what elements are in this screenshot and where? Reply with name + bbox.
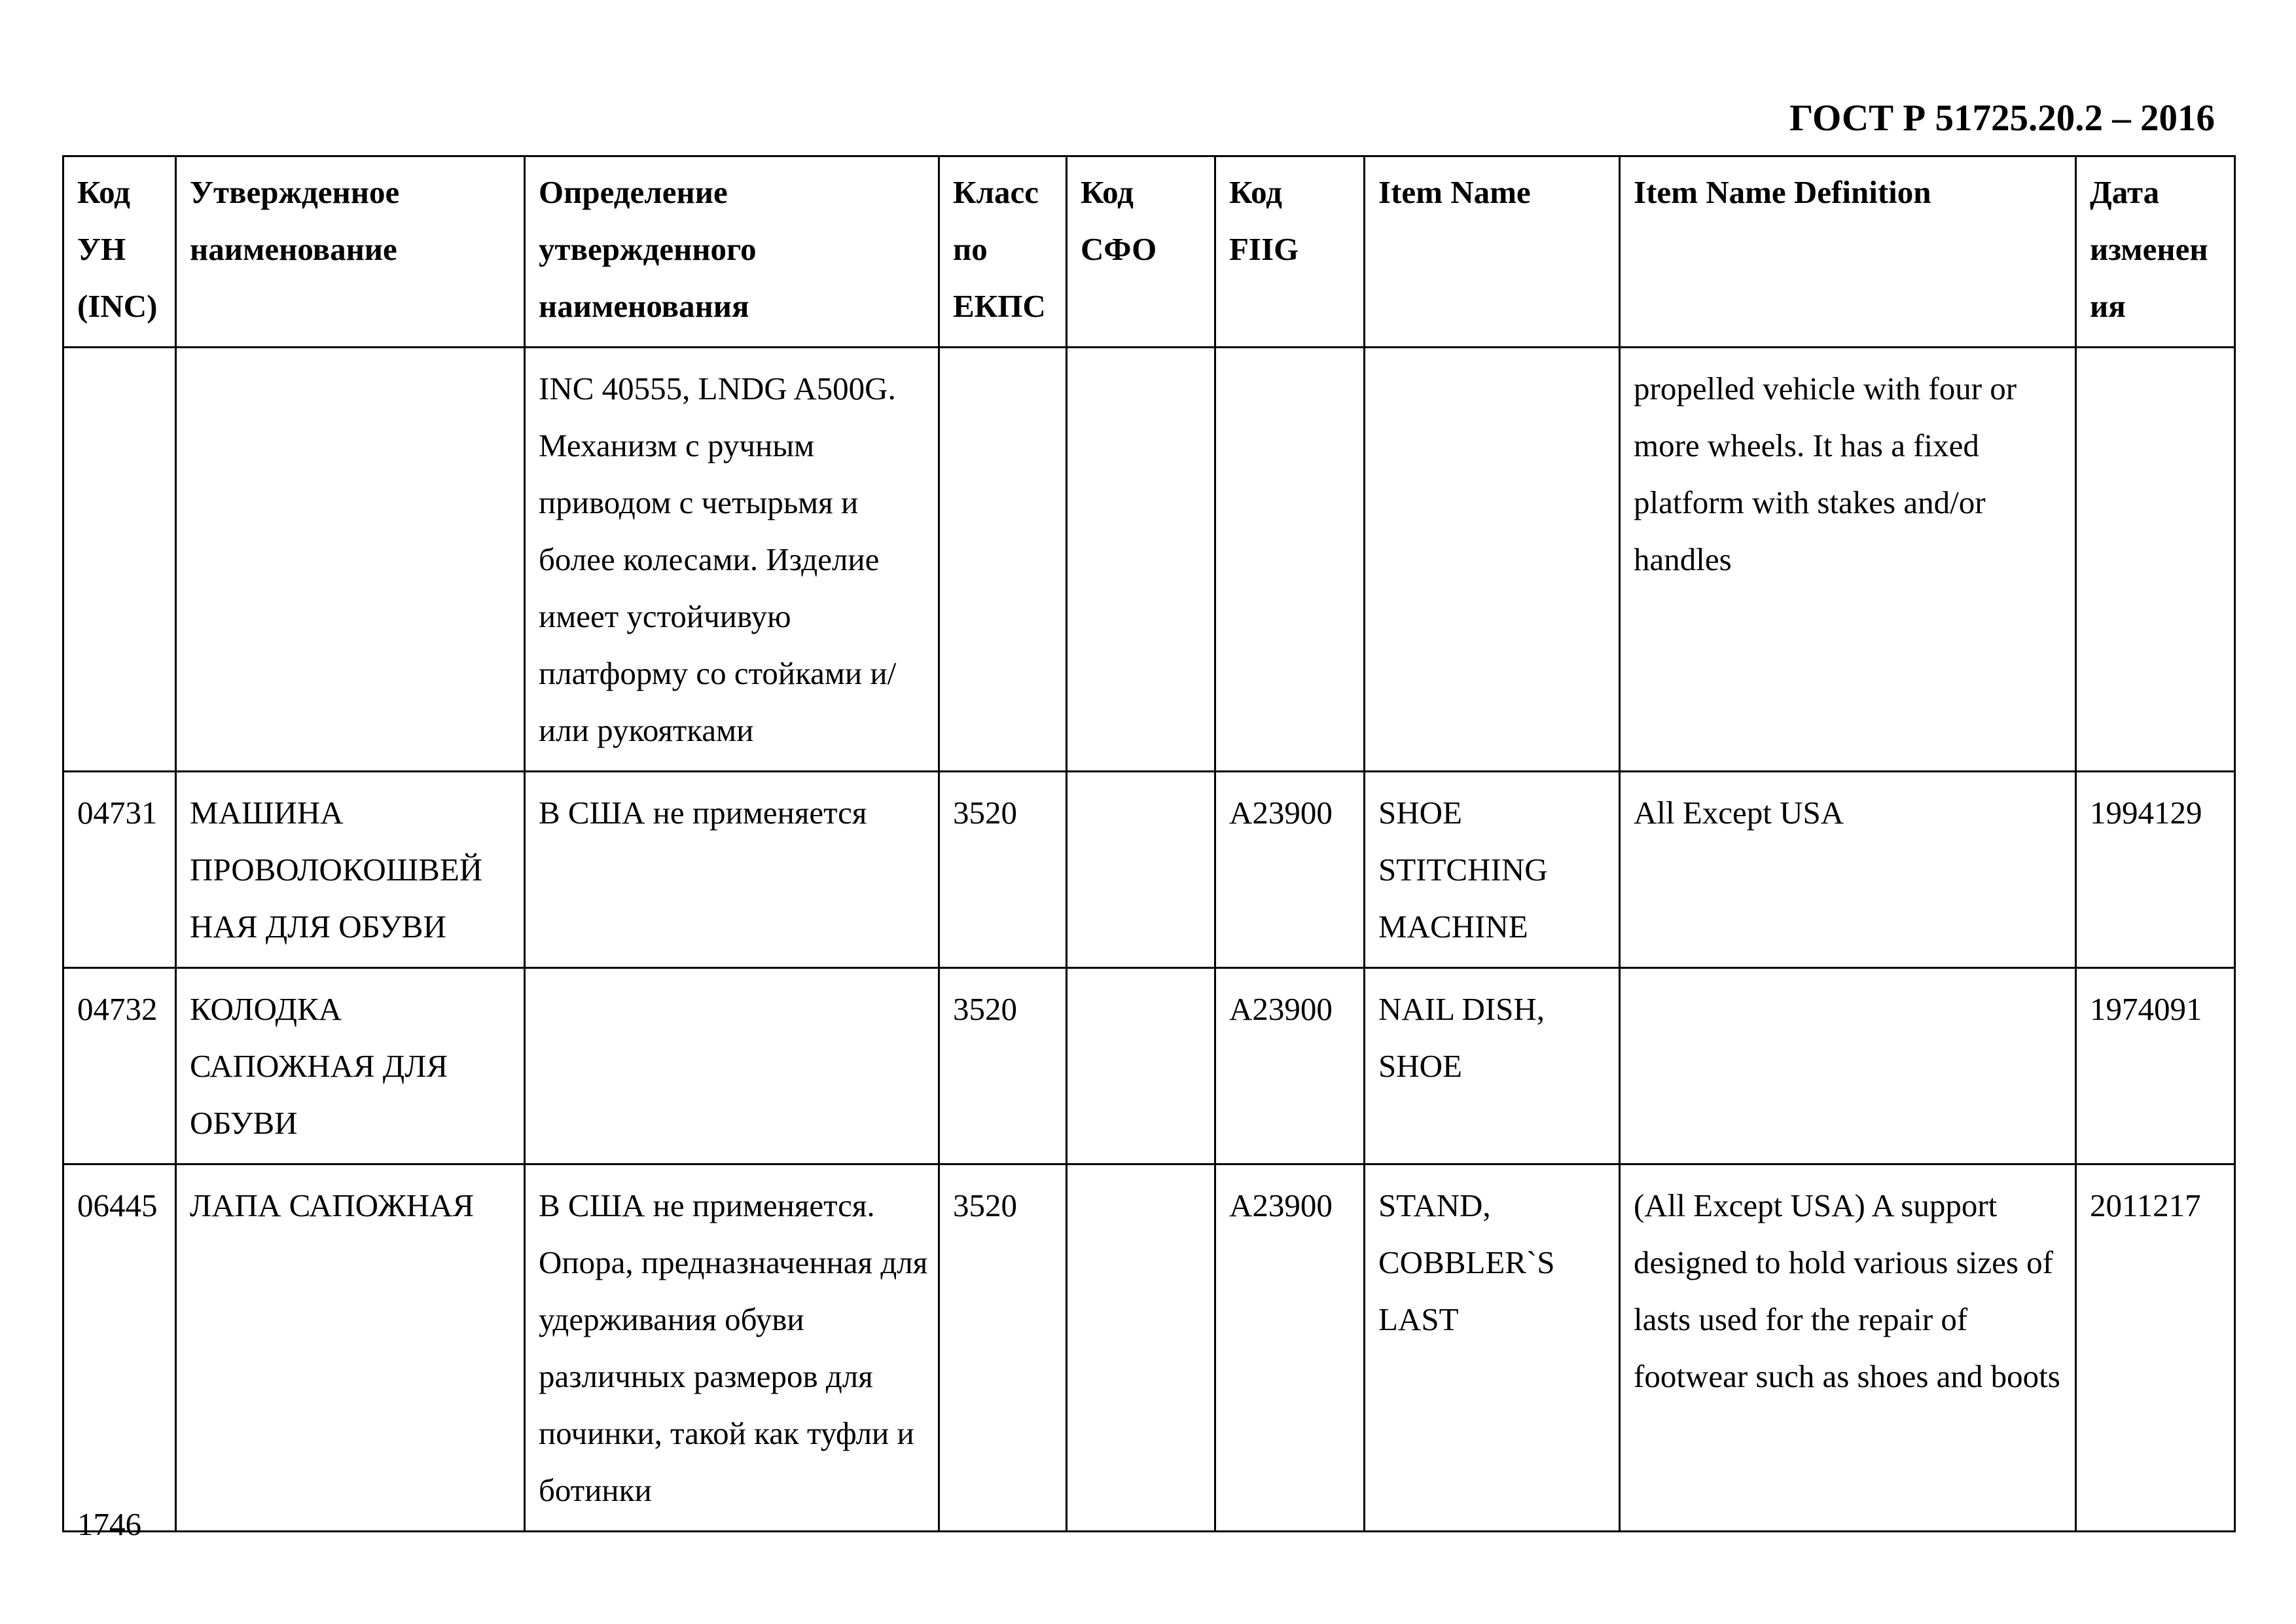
- cell-ekps-class: 3520: [939, 1164, 1067, 1532]
- header-change-date: Дата изменен ия: [2076, 156, 2235, 348]
- cell-sfo-code: [1067, 772, 1215, 968]
- cell-inc-code: 04732: [63, 968, 176, 1164]
- cell-change-date: [2076, 348, 2235, 772]
- cell-approved-name: ЛАПА САПОЖНАЯ: [176, 1164, 525, 1532]
- cell-sfo-code: [1067, 348, 1215, 772]
- cell-sfo-code: [1067, 968, 1215, 1164]
- header-sfo-code: Код СФО: [1067, 156, 1215, 348]
- cell-approved-name: КОЛОДКА САПОЖНАЯ ДЛЯ ОБУВИ: [176, 968, 525, 1164]
- cell-change-date: 2011217: [2076, 1164, 2235, 1532]
- cell-ekps-class: 3520: [939, 772, 1067, 968]
- cell-inc-code: 04731: [63, 772, 176, 968]
- cell-item-name: NAIL DISH, SHOE: [1365, 968, 1620, 1164]
- cell-change-date: 1974091: [2076, 968, 2235, 1164]
- cell-approved-name-definition: INC 40555, LNDG A500G. Механизм с ручным приводом с четырьмя и более колесами. Изделие имеет устойчивую платформу со стойками и/или рукоятками: [525, 348, 939, 772]
- cell-inc-code: [63, 348, 176, 772]
- table-header-row: [63, 156, 2235, 348]
- table-row: [63, 348, 2235, 772]
- cell-item-name: [1365, 348, 1620, 772]
- cell-item-name-definition: propelled vehicle with four or more wheels. It has a fixed platform with stakes and/or handles: [1620, 348, 2076, 772]
- cell-ekps-class: [939, 348, 1067, 772]
- header-ekps-class: Класс по ЕКПС: [939, 156, 1067, 348]
- table-row: [63, 772, 2235, 968]
- cell-item-name-definition: All Except USA: [1620, 772, 2076, 968]
- cell-fiig-code: [1215, 348, 1365, 772]
- header-approved-name-definition: Определение утвержденного наименования: [525, 156, 939, 348]
- cell-ekps-class: 3520: [939, 968, 1067, 1164]
- cell-item-name: SHOE STITCHING MACHINE: [1365, 772, 1620, 968]
- classification-table: [62, 155, 2236, 1532]
- header-item-name-definition: Item Name Definition: [1620, 156, 2076, 348]
- header-item-name: Item Name: [1365, 156, 1620, 348]
- header-fiig-code: Код FIIG: [1215, 156, 1365, 348]
- page-number: 1746: [77, 1506, 141, 1542]
- cell-approved-name-definition: В США не применяется. Опора, предназначенная для удерживания обуви различных размеров для починки, такой как туфли и ботинки: [525, 1164, 939, 1532]
- cell-item-name-definition: (All Except USA) A support designed to hold various sizes of lasts used for the repair of footwear such as shoes and boots: [1620, 1164, 2076, 1532]
- document-header: ГОСТ Р 51725.20.2 – 2016: [1789, 98, 2215, 139]
- cell-approved-name-definition: В США не применяется: [525, 772, 939, 968]
- cell-item-name: STAND, COBBLER`S LAST: [1365, 1164, 1620, 1532]
- cell-approved-name-definition: [525, 968, 939, 1164]
- cell-fiig-code: A23900: [1215, 772, 1365, 968]
- table-row: [63, 968, 2235, 1164]
- header-inc-code: Код УН (INC): [63, 156, 176, 348]
- cell-sfo-code: [1067, 1164, 1215, 1532]
- cell-approved-name: [176, 348, 525, 772]
- cell-fiig-code: A23900: [1215, 968, 1365, 1164]
- cell-change-date: 1994129: [2076, 772, 2235, 968]
- cell-approved-name: МАШИНА ПРОВОЛОКОШВЕЙ НАЯ ДЛЯ ОБУВИ: [176, 772, 525, 968]
- cell-inc-code: 06445: [63, 1164, 176, 1532]
- cell-item-name-definition: [1620, 968, 2076, 1164]
- cell-fiig-code: A23900: [1215, 1164, 1365, 1532]
- header-approved-name: Утвержденное наименование: [176, 156, 525, 348]
- table-row: [63, 1164, 2235, 1532]
